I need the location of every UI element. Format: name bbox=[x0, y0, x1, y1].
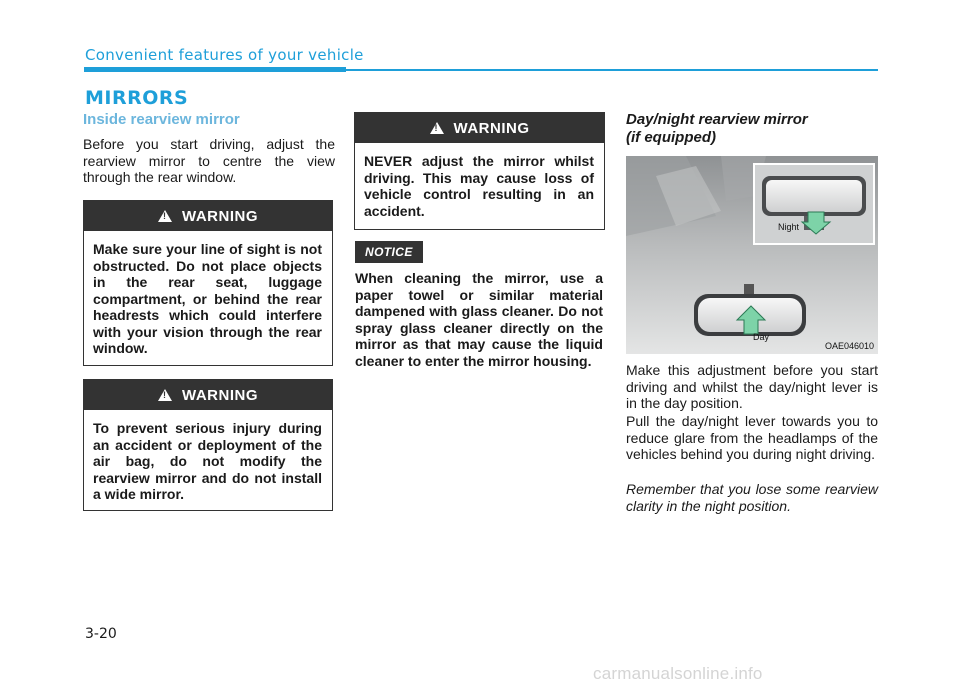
inside-mirror-intro: Before you start driving, adjust the rearview mirror to centre the view through the rear window. bbox=[83, 136, 335, 185]
section-title: MIRRORS bbox=[85, 87, 189, 109]
header-title: Convenient features of your vehicle bbox=[85, 46, 364, 64]
figure-code: OAE046010 bbox=[824, 341, 874, 351]
warning-header bbox=[355, 113, 604, 143]
header-rule bbox=[346, 69, 878, 71]
daynight-para-1: Make this adjustment before you start driving and whilst the day/night lever is in the day position. bbox=[626, 362, 878, 411]
warning-header bbox=[84, 201, 332, 231]
daynight-title-line2: (if equipped) bbox=[626, 129, 716, 146]
warning-header bbox=[84, 380, 332, 410]
warning-box-modify-mirror bbox=[83, 379, 333, 511]
inside-mirror-title: Inside rearview mirror bbox=[83, 111, 240, 128]
warning-text: To prevent serious injury during an accident or deployment of the air bag, do not modify the rearview mirror and do not install a wide mirror. bbox=[93, 420, 322, 502]
notice-text: When cleaning the mirror, use a paper towel or similar material dampened with glass cleaner. Do not spray glass cleaner directly on the mirror as that may cause the liquid cleaner to enter the mirror housing. bbox=[355, 270, 603, 369]
warning-text: NEVER adjust the mirror whilst driving. This may cause loss of vehicle control resulting in an accident. bbox=[364, 153, 594, 219]
night-label: Night bbox=[778, 222, 800, 232]
daynight-para-2: Pull the day/night lever towards you to reduce glare from the headlamps of the vehicles behind you during night driving. bbox=[626, 413, 878, 462]
warning-label: WARNING bbox=[182, 386, 258, 404]
header-bar-accent bbox=[84, 67, 346, 72]
mirror-illustration bbox=[626, 156, 878, 354]
warning-icon bbox=[430, 122, 444, 134]
watermark: carmanualsonline.info bbox=[593, 664, 763, 683]
daynight-para-3: Remember that you lose some rearview clarity in the night position. bbox=[626, 481, 878, 514]
warning-label: WARNING bbox=[453, 119, 530, 137]
mirror-illustration-svg bbox=[626, 156, 878, 354]
warning-label: WARNING bbox=[182, 207, 258, 225]
warning-box-adjust-driving bbox=[354, 112, 605, 230]
day-label: Day bbox=[753, 332, 770, 342]
notice-badge: NOTICE bbox=[355, 241, 423, 263]
daynight-title bbox=[626, 111, 808, 147]
warning-icon bbox=[158, 210, 172, 222]
warning-text: Make sure your line of sight is not obstructed. Do not place objects in the rear seat, luggage compartment, or behind the rear headrests which could interfere with your vision through the rear window. bbox=[93, 241, 322, 356]
daynight-title-line1: Day/night rearview mirror bbox=[626, 111, 808, 128]
warning-icon bbox=[158, 389, 172, 401]
warning-box-line-of-sight bbox=[83, 200, 333, 366]
page-number: 3-20 bbox=[85, 626, 117, 642]
